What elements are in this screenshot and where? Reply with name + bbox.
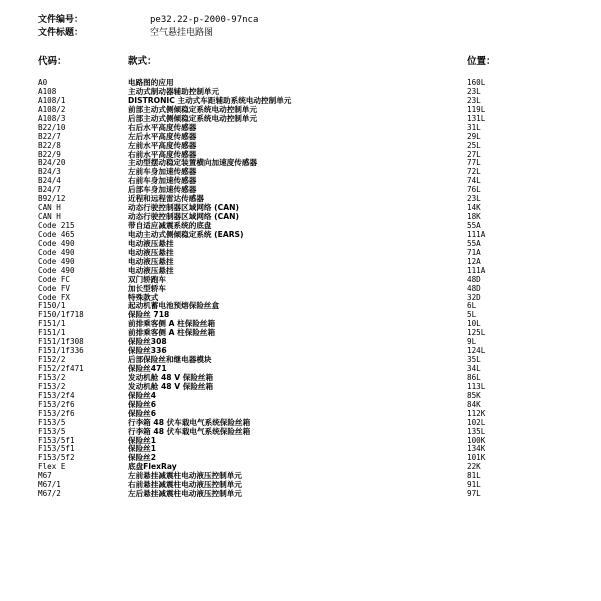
row-position: 81L (467, 471, 481, 481)
row-model: 后部保险丝和继电器模块 (128, 355, 212, 365)
table-row (38, 142, 578, 151)
row-position: 72L (467, 167, 481, 177)
row-code: F152/2f471 (38, 364, 84, 373)
table-row (38, 437, 578, 446)
table-row (38, 213, 578, 222)
row-position: 23L (467, 95, 481, 105)
row-code: Code 490 (38, 247, 75, 257)
row-model: 右后水平高度传感器 (128, 122, 197, 132)
table-row (38, 204, 578, 213)
row-code: B92/12 (38, 194, 66, 204)
row-position: 12A (467, 256, 481, 266)
row-model: 保险丝1 (128, 435, 157, 445)
row-model: 电动液压悬挂 (128, 238, 174, 248)
table-row (38, 472, 578, 481)
row-model: 电路图的应用 (128, 78, 174, 87)
row-model: 前排乘客侧 A 柱保险丝箱 (128, 328, 216, 338)
row-position: 25L (467, 140, 481, 150)
row-code: A108/2 (38, 104, 66, 114)
row-code: Code FV (38, 283, 71, 293)
header-model: 款式： (128, 56, 157, 67)
row-code: F151/1 (38, 319, 66, 329)
row-code: B22/9 (38, 149, 61, 159)
row-code: Code 465 (38, 229, 75, 239)
row-model: 后部车身加速传感器 (128, 185, 197, 195)
row-position: 18K (467, 212, 481, 222)
table-row (38, 383, 578, 392)
row-position: 23L (467, 194, 481, 204)
row-position: 100K (467, 435, 486, 445)
row-position: 84K (467, 399, 481, 409)
row-code: Code FX (38, 292, 71, 302)
row-model: 电动主动式侧倾稳定系统 (EARS) (128, 229, 244, 239)
table-row (38, 490, 578, 499)
row-model: 发动机舱 48 V 保险丝箱 (128, 372, 214, 382)
header-code: 代码： (38, 56, 67, 67)
row-code: B22/7 (38, 131, 61, 141)
table-row (38, 365, 578, 374)
table-row (38, 347, 578, 356)
row-code: Code FC (38, 274, 71, 284)
row-model: 保险丝1 (128, 444, 157, 454)
row-position: 35L (467, 355, 481, 365)
table-row (38, 428, 578, 437)
row-position: 9L (467, 337, 477, 347)
table-row (38, 258, 578, 267)
row-position: 102L (467, 417, 486, 427)
row-model: 前部主动式侧倾稳定系统电动控制单元 (128, 104, 258, 114)
table-row (38, 177, 578, 186)
row-code: CAN H (38, 212, 61, 222)
table-row (38, 159, 578, 168)
row-code: B24/7 (38, 185, 61, 195)
row-code: F150/1f718 (38, 310, 84, 320)
row-position: 91L (467, 480, 481, 490)
row-position: 6L (467, 301, 477, 311)
row-position: 97L (467, 489, 481, 499)
file-number-label: 文件编号： (38, 15, 84, 25)
row-model: 右前水平高度传感器 (128, 149, 197, 159)
table-row (38, 410, 578, 419)
row-position: 31L (467, 122, 481, 132)
row-model: 近程和远程雷达传感器 (128, 194, 204, 204)
table-row (38, 240, 578, 249)
table-row (38, 115, 578, 124)
table-row (38, 481, 578, 490)
row-model: 电动液压悬挂 (128, 247, 174, 257)
table-row (38, 168, 578, 177)
row-code: B24/3 (38, 167, 61, 177)
row-code: A108/1 (38, 95, 66, 105)
row-position: 14K (467, 203, 481, 213)
component-table (38, 79, 578, 499)
file-title-value: 空气悬挂电路图 (150, 28, 214, 38)
row-code: Code 490 (38, 256, 75, 266)
table-row (38, 419, 578, 428)
row-model: 右前车身加速传感器 (128, 176, 197, 186)
row-code: A0 (38, 78, 48, 87)
table-row (38, 133, 578, 142)
row-model: 行李箱 48 伏车载电气系统保险丝箱 (128, 426, 251, 436)
row-model: 保险丝 718 (128, 310, 170, 320)
row-code: F151/1f308 (38, 337, 84, 347)
row-code: M67/2 (38, 489, 61, 499)
row-model: 起动机蓄电池预熔保险丝盒 (128, 301, 220, 311)
row-position: 10L (467, 319, 481, 329)
row-position: 112K (467, 408, 486, 418)
row-model: 保险丝4 (128, 390, 157, 400)
row-code: F150/1 (38, 301, 66, 311)
row-position: 55A (467, 238, 481, 248)
row-position: 74L (467, 176, 481, 186)
row-code: F153/5 (38, 417, 66, 427)
table-row (38, 311, 578, 320)
row-position: 124L (467, 346, 486, 356)
table-row (38, 88, 578, 97)
table-row (38, 454, 578, 463)
row-model: 保险丝2 (128, 453, 157, 463)
table-row (38, 231, 578, 240)
row-position: 23L (467, 86, 481, 96)
row-position: 131L (467, 113, 486, 123)
row-position: 119L (467, 104, 486, 114)
row-position: 125L (467, 328, 486, 338)
row-model: 特殊款式 (128, 292, 159, 302)
row-position: 111A (467, 229, 486, 239)
row-code: F153/2 (38, 381, 66, 391)
row-position: 32D (467, 292, 481, 302)
row-code: B22/10 (38, 122, 66, 132)
header-position: 位置： (467, 56, 496, 67)
row-code: F153/5f1 (38, 435, 75, 445)
row-model: 保险丝6 (128, 408, 157, 418)
row-code: F153/2 (38, 372, 66, 382)
row-position: 86L (467, 372, 481, 382)
row-position: 76L (467, 185, 481, 195)
row-model: 保险丝471 (128, 364, 167, 373)
file-number-value: pe32.22-p-2000-97nca (150, 15, 259, 25)
row-code: F153/2f4 (38, 390, 75, 400)
row-model: 保险丝336 (128, 346, 167, 356)
row-position: 34L (467, 364, 481, 373)
row-model: 主动型摆动稳定装置横向加速度传感器 (128, 158, 258, 168)
row-model: 后部主动式侧倾稳定系统电动控制单元 (128, 113, 258, 123)
row-model: 加长型轿车 (128, 283, 166, 293)
row-position: 101K (467, 453, 486, 463)
row-model: 左前悬挂减震柱电动液压控制单元 (128, 471, 242, 481)
row-model: 电动液压悬挂 (128, 256, 174, 266)
row-position: 29L (467, 131, 481, 141)
row-position: 113L (467, 381, 486, 391)
row-position: 22K (467, 462, 481, 472)
row-position: 48D (467, 283, 481, 293)
row-code: F151/1f336 (38, 346, 84, 356)
row-position: 27L (467, 149, 481, 159)
file-title-label: 文件标题： (38, 28, 84, 38)
row-position: 160L (467, 78, 486, 87)
row-model: 前排乘客侧 A 柱保险丝箱 (128, 319, 216, 329)
row-model: 左后悬挂减震柱电动液压控制单元 (128, 489, 242, 499)
table-row (38, 338, 578, 347)
row-position: 111A (467, 265, 486, 275)
row-position: 135L (467, 426, 486, 436)
row-model: 动态行驶控制器区域网络 (CAN) (128, 212, 239, 222)
row-code: B24/20 (38, 158, 66, 168)
table-row (38, 106, 578, 115)
row-code: F153/5f2 (38, 453, 75, 463)
table-row (38, 392, 578, 401)
table-row (38, 79, 578, 88)
table-row (38, 124, 578, 133)
row-model: 行李箱 48 伏车载电气系统保险丝箱 (128, 417, 251, 427)
row-code: Code 490 (38, 265, 75, 275)
row-code: F153/5f1 (38, 444, 75, 454)
row-code: F153/2f6 (38, 408, 75, 418)
row-code: F153/5 (38, 426, 66, 436)
row-code: A108/3 (38, 113, 66, 123)
table-row (38, 285, 578, 294)
row-position: 85K (467, 390, 481, 400)
row-code: M67 (38, 471, 52, 481)
row-model: 动态行驶控制器区域网络 (CAN) (128, 203, 239, 213)
row-model: DISTRONIC 主动式车距辅助系统电动控制单元 (128, 95, 292, 105)
table-row (38, 267, 578, 276)
table-row (38, 222, 578, 231)
table-header (38, 56, 558, 68)
row-code: Code 215 (38, 221, 75, 230)
row-code: Code 490 (38, 238, 75, 248)
table-row (38, 276, 578, 285)
row-position: 77L (467, 158, 481, 168)
row-code: CAN H (38, 203, 61, 213)
row-model: 右前悬挂减震柱电动液压控制单元 (128, 480, 242, 490)
row-model: 发动机舱 48 V 保险丝箱 (128, 381, 214, 391)
table-row (38, 97, 578, 106)
table-row (38, 463, 578, 472)
row-model: 保险丝6 (128, 399, 157, 409)
row-model: 双门轿跑车 (128, 274, 166, 284)
row-code: Flex E (38, 462, 66, 472)
row-model: 主动式制动器辅助控制单元 (128, 86, 220, 96)
row-code: A108 (38, 86, 57, 96)
row-model: 带自适应减震系统的底盘 (128, 221, 212, 230)
row-position: 55A (467, 221, 481, 230)
table-row (38, 356, 578, 365)
table-row (38, 151, 578, 160)
row-model: 底盘FlexRay (128, 462, 177, 472)
row-position: 5L (467, 310, 477, 320)
row-code: B24/4 (38, 176, 61, 186)
table-row (38, 320, 578, 329)
row-model: 左前车身加速传感器 (128, 167, 197, 177)
row-model: 保险丝308 (128, 337, 167, 347)
row-code: B22/8 (38, 140, 61, 150)
row-model: 左后水平高度传感器 (128, 131, 197, 141)
row-code: M67/1 (38, 480, 61, 490)
table-row (38, 445, 578, 454)
row-position: 134K (467, 444, 486, 454)
row-code: F153/2f6 (38, 399, 75, 409)
row-model: 左前水平高度传感器 (128, 140, 197, 150)
row-code: F151/1 (38, 328, 66, 338)
row-model: 电动液压悬挂 (128, 265, 174, 275)
table-row (38, 186, 578, 195)
row-position: 71A (467, 247, 481, 257)
table-row (38, 249, 578, 258)
table-row (38, 329, 578, 338)
table-row (38, 302, 578, 311)
row-position: 48D (467, 274, 481, 284)
row-code: F152/2 (38, 355, 66, 365)
table-row (38, 401, 578, 410)
table-row (38, 195, 578, 204)
table-row (38, 294, 578, 303)
table-row (38, 374, 578, 383)
